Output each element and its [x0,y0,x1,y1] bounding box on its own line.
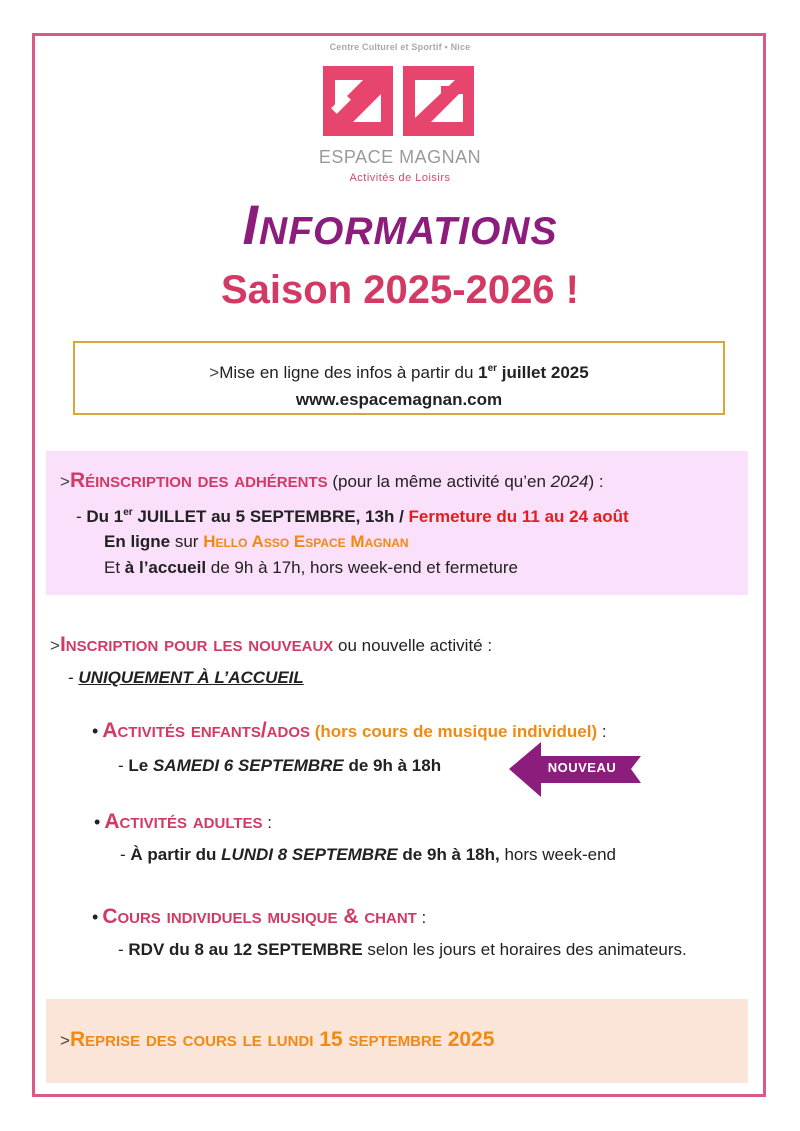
nouveau-badge: NOUVEAU [547,760,617,775]
inscription-heading: Inscription pour les nouveaux [59,633,334,656]
adults-heading: Activités adultes [104,810,263,833]
season-title: Saison 2025-2026 ! [221,268,579,312]
hello-asso-link[interactable]: Hello Asso Espace Magnan [203,532,409,551]
brand-name: ESPACE MAGNAN [318,147,482,167]
reinscription-heading: Réinscription des adhérents [69,469,328,492]
kids-date-line: - Le SAMEDI 6 SEPTEMBRE de 9h à 18h [118,756,442,775]
online-info-box [73,341,725,415]
music-heading-line: • Cours individuels musique & chant : [92,905,427,928]
closure-text: Fermeture du 11 au 24 août [408,507,629,526]
only-desk-line: - UNIQUEMENT À L’ACCUEIL [68,668,304,687]
reprise-day: 15 [319,1028,343,1051]
kids-note: (hors cours de musique individuel) [310,722,598,741]
reprise-line: >Reprise des cours le lundi 15 septembre 2025 [60,1028,495,1051]
adults-date-line: - À partir du LUNDI 8 SEPTEMBRE de 9h à 18h, hors week-end [120,845,616,864]
adults-heading-line: • Activités adultes : [94,810,272,833]
only-desk-text: UNIQUEMENT À L’ACCUEIL [78,668,304,687]
reprise-prefix: Reprise des cours le lundi [69,1028,320,1051]
reinscription-desk-line: Et à l’accueil de 9h à 17h, hors week-end et fermeture [104,558,518,577]
espace-magnan-logo [323,66,474,136]
reinscription-online-line: En ligne sur Hello Asso Espace Magnan [104,532,409,551]
inscription-heading-line: >Inscription pour les nouveaux ou nouvelle activité : [50,633,493,656]
brand-subtitle: Activités de Loisirs [349,172,451,184]
website-link[interactable]: www.espacemagnan.com [295,390,503,409]
kicker-text: Centre Culturel et Sportif • Nice [329,42,471,52]
kids-heading: Activités enfants/ados [102,719,310,742]
reprise-rest: septembre 2025 [342,1028,495,1051]
music-heading: Cours individuels musique & chant [102,905,417,928]
kids-heading-line: • Activités enfants/ados (hors cours de musique individuel) : [92,719,607,742]
online-prefix: Mise en ligne des infos à partir du [219,363,479,382]
gt-marker: > [209,363,220,382]
reinscription-heading-line: >Réinscription des adhérents (pour la même activité qu’en 2024) : [60,469,604,492]
online-date: 1er juillet 2025 [478,363,589,382]
page-title: Informations [242,193,558,256]
online-line [75,355,723,386]
reinscription-dates-line: - Du 1er JUILLET au 5 SEPTEMBRE, 13h / Fermeture du 11 au 24 août [76,507,629,526]
music-rdv-line: - RDV du 8 au 12 SEPTEMBRE selon les jours et horaires des animateurs. [118,940,687,959]
